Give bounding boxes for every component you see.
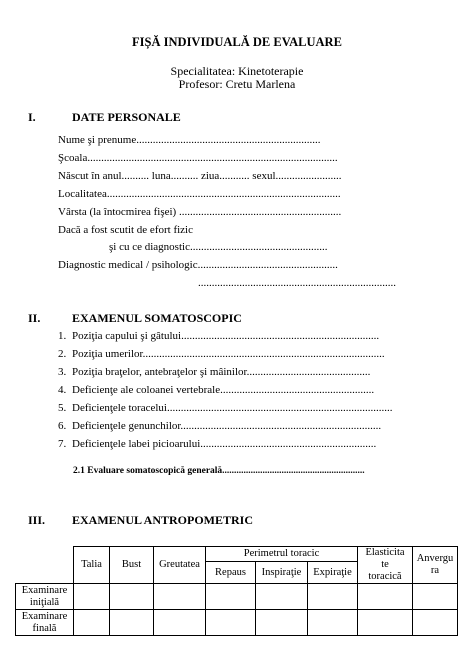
- list-item-number: 4.: [58, 384, 67, 396]
- teacher-line: Profesor: Cretu Marlena: [178, 77, 296, 91]
- cell-talia-final[interactable]: [74, 610, 110, 636]
- field-school: Şcoala...........................................................................................: [58, 152, 338, 164]
- cell-anvergura-initial[interactable]: [413, 584, 458, 610]
- cell-expiratie-final[interactable]: [308, 610, 358, 636]
- list-item-number: 7.: [58, 438, 67, 450]
- row-label-initial: [16, 584, 74, 610]
- table-row: [16, 584, 458, 610]
- header-elasticitate: [358, 547, 413, 584]
- field-age: Vârsta (la întocmirea fişei) ...........................................................: [58, 206, 342, 218]
- field-locality: Localitatea.....................................................................................: [58, 188, 341, 200]
- anthropometric-table: [15, 546, 458, 636]
- subsection-title: 2.1 Evaluare somatoscopică generală............................................................: [73, 466, 365, 476]
- field-name: Nume şi prenume...................................................................: [58, 134, 321, 146]
- header-expiratie: Expiraţie: [308, 562, 358, 584]
- section-1-number: I.: [28, 110, 36, 124]
- table-corner-cell: [16, 547, 74, 584]
- cell-talia-initial[interactable]: [74, 584, 110, 610]
- field-medical-continuation: ........................................................................: [198, 277, 396, 289]
- cell-inspiratie-final[interactable]: [256, 610, 308, 636]
- section-3-number: III.: [28, 513, 46, 527]
- cell-greutatea-initial[interactable]: [154, 584, 206, 610]
- document-title: FIȘĂ INDIVIDUALĂ DE EVALUARE: [132, 35, 342, 49]
- list-item-number: 2.: [58, 348, 67, 360]
- row-label-final-line1: Examinare: [21, 610, 68, 622]
- list-item-text: Deficienţe ale coloanei vertebrale........................................................: [72, 384, 375, 396]
- specialty-line: Specialitatea: Kinetoterapie: [170, 64, 304, 78]
- header-repaus: Repaus: [206, 562, 256, 584]
- list-item-number: 3.: [58, 366, 67, 378]
- section-1-title: DATE PERSONALE: [72, 110, 181, 124]
- cell-anvergura-final[interactable]: [413, 610, 458, 636]
- list-item-text: Deficienţele labei picioarului................................................................: [72, 438, 377, 450]
- list-item-text: Deficienţele toracelui..................................................................................: [72, 402, 393, 414]
- cell-repaus-final[interactable]: [206, 610, 256, 636]
- header-anvergura-line2: ra: [430, 565, 440, 576]
- list-item-text: Poziţia umerilor........................................................................................: [72, 348, 385, 360]
- header-perimetru-toracic: Perimetrul toracic: [206, 547, 358, 562]
- row-label-initial-line1: Examinare: [21, 584, 68, 596]
- cell-elasticitate-final[interactable]: [358, 610, 413, 636]
- cell-repaus-initial[interactable]: [206, 584, 256, 610]
- header-elasticitate-line2: te: [381, 559, 389, 570]
- header-elasticitate-line1: Elasticita: [365, 547, 405, 558]
- row-label-initial-line2: iniţială: [29, 596, 60, 608]
- field-exempt: Dacă a fost scutit de efort fizic: [58, 224, 193, 236]
- header-bust: Bust: [110, 547, 154, 584]
- section-2-title: EXAMENUL SOMATOSCOPIC: [72, 311, 242, 325]
- section-2-number: II.: [28, 311, 41, 325]
- field-medical: Diagnostic medical / psihologic...................................................: [58, 259, 338, 271]
- cell-expiratie-initial[interactable]: [308, 584, 358, 610]
- cell-bust-initial[interactable]: [110, 584, 154, 610]
- header-anvergura: [413, 547, 458, 584]
- header-greutatea: Greutatea: [154, 547, 206, 584]
- list-item-text: Poziţia capului şi gâtului........................................................................: [72, 330, 380, 342]
- list-item-number: 1.: [58, 330, 67, 342]
- header-anvergura-line1: Anvergu: [416, 553, 454, 564]
- header-elasticitate-line3: toracică: [368, 571, 402, 582]
- cell-elasticitate-initial[interactable]: [358, 584, 413, 610]
- cell-inspiratie-initial[interactable]: [256, 584, 308, 610]
- cell-greutatea-final[interactable]: [154, 610, 206, 636]
- list-item-text: Poziţia braţelor, antebraţelor şi mâinilor.............................................: [72, 366, 371, 378]
- list-item-number: 5.: [58, 402, 67, 414]
- field-birth: Născut în anul.......... luna.......... ziua........... sexul........................: [58, 170, 342, 182]
- row-label-final-line2: finală: [32, 622, 57, 634]
- list-item-text: Deficienţele genunchilor.........................................................................: [72, 420, 382, 432]
- list-item-number: 6.: [58, 420, 67, 432]
- header-inspiratie: Inspiraţie: [256, 562, 308, 584]
- row-label-final: [16, 610, 74, 636]
- header-talia: Talia: [74, 547, 110, 584]
- cell-bust-final[interactable]: [110, 610, 154, 636]
- table-row: [16, 610, 458, 636]
- section-3-title: EXAMENUL ANTROPOMETRIC: [72, 513, 254, 527]
- field-diagnostic: şi cu ce diagnostic..................................................: [109, 241, 328, 253]
